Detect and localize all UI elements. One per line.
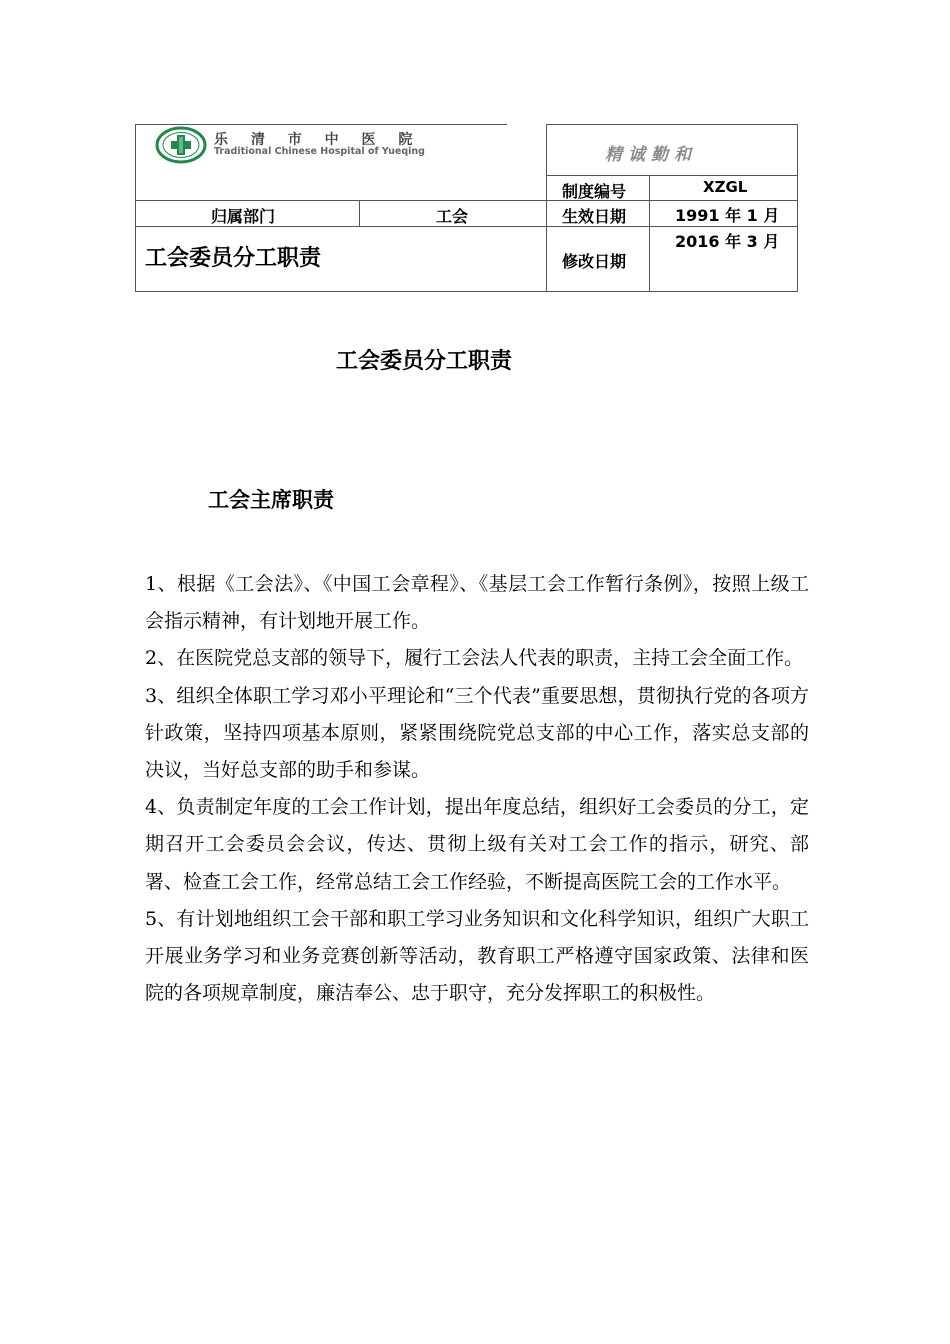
dept-label: 归属部门: [211, 207, 276, 226]
code-value: XZGL: [703, 178, 748, 196]
paragraph-3: 3、组织全体职工学习邓小平理论和“三个代表”重要思想，贯彻执行党的各项方针政策，坚持四项基本原则，紧紧围绕院党总支部的中心工作，落实总支部的决议，当好总支部的助手和参谋。: [145, 684, 809, 782]
table-row-line-2: [135, 200, 798, 201]
hospital-logo-icon: [155, 126, 207, 164]
table-right-vertical: [649, 175, 650, 292]
motto: 精诚勤和: [605, 145, 697, 165]
body-text: [145, 566, 809, 1012]
doc-name: 工会委员分工职责: [145, 246, 322, 271]
page-title: 工会委员分工职责: [336, 349, 513, 374]
table-left-border: [135, 124, 136, 292]
table-right-border: [797, 124, 798, 292]
table-bottom-border: [135, 291, 798, 292]
paragraph-2: 2、在医院党总支部的领导下，履行工会法人代表的职责，主持工会全面工作。: [145, 647, 804, 670]
paragraph-4: 4、负责制定年度的工会工作计划，提出年度总结，组织好工会委员的分工，定期召开工会委员会会议，传达、贯彻上级有关对工会工作的指示，研究、部署、检查工会工作，经常总结工会工作经验，不断提高医院工会的工作水平。: [145, 796, 809, 893]
paragraph-1: 1、根据《工会法》、《中国工会章程》、《基层工会工作暂行条例》，按照上级工会指示精神，有计划地开展工作。: [145, 573, 809, 633]
table-dept-vertical: [359, 201, 360, 227]
effective-label: 生效日期: [562, 207, 627, 226]
paragraph-5: 5、有计划地组织工会干部和职工学习业务知识和文化科学知识，组织广大职工开展业务学习和业务竞赛创新等活动，教育职工严格遵守国家政策、法律和医院的各项规章制度，廉洁奉公、忠于职守，充分发挥职工的积极性。: [145, 907, 809, 1005]
section-title: 工会主席职责: [208, 488, 334, 512]
modified-label: 修改日期: [562, 252, 627, 271]
table-top-border-right: [546, 124, 798, 125]
hospital-name-en: Traditional Chinese Hospital of Yueqing: [214, 146, 425, 157]
dept-value: 工会: [436, 207, 469, 226]
table-mid-vertical: [546, 124, 547, 292]
effective-value: 1991 年 1 月: [675, 206, 780, 225]
modified-value: 2016 年 3 月: [675, 232, 780, 251]
hospital-name-cn: 乐 清 市 中 医 院: [214, 132, 422, 148]
table-top-border-left: [135, 124, 507, 125]
code-label: 制度编号: [562, 182, 627, 201]
table-row-line-1: [546, 175, 798, 176]
